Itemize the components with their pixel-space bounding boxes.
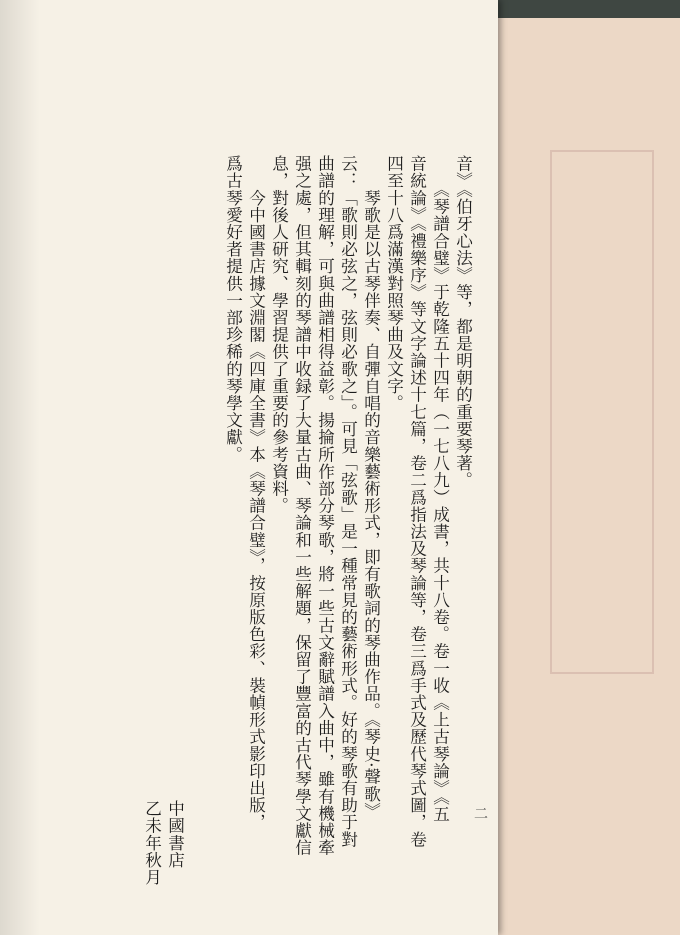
- page-gutter: [0, 0, 40, 935]
- text-column-4: 四至十八爲滿漢對照琴曲及文字。: [384, 155, 404, 412]
- text-column-1: 音》《伯牙心法》等，都是明朝的重要琴著。: [453, 155, 473, 489]
- date-signature: 乙未年秋月: [142, 800, 162, 886]
- text-column-5: 琴歌是以古琴伴奏、自彈自唱的音樂藝術形式，即有歌詞的琴曲作品。《琴史·聲歌》: [361, 155, 381, 820]
- text-column-10: 今中國書店據文淵閣《四庫全書》本《琴譜合璧》，按原版色彩、裝幀形式影印出版，: [246, 155, 266, 831]
- show-through-frame: [550, 150, 654, 674]
- page-number: 二: [472, 806, 488, 821]
- text-column-3: 音統論》《禮樂序》等文字論述十七篇，卷二爲指法及琴論等，卷三爲手式及歷代琴式圖，卷: [407, 155, 427, 848]
- text-column-2: 《琴譜合璧》于乾隆五十四年（一七八九）成書，共十八卷。卷一收《上古琴論》《五: [430, 155, 450, 823]
- page-edge-shadow: [490, 0, 680, 18]
- text-column-6: 云：「歌則必弦之，弦則必歌之」。可見「弦歌」是一種常見的藝術形式。好的琴歌有助于對: [338, 155, 358, 848]
- publisher-signature: 中國書店: [165, 800, 185, 869]
- text-column-7: 曲譜的理解，可與曲譜相得益彰。揚掄所作部分琴歌，將一些古文辭賦譜入曲中，雖有機械牽: [315, 155, 335, 857]
- text-column-9: 息，對後人研究、學習提供了重要的參考資料。: [269, 155, 289, 515]
- text-column-8: 强之處，但其輯刻的琴譜中收録了大量古曲、琴論和一些解題，保留了豐富的古代琴學文獻信: [292, 155, 312, 857]
- facing-page: [490, 0, 680, 935]
- text-column-11: 爲古琴愛好者提供一部珍稀的琴學文獻。: [223, 155, 243, 463]
